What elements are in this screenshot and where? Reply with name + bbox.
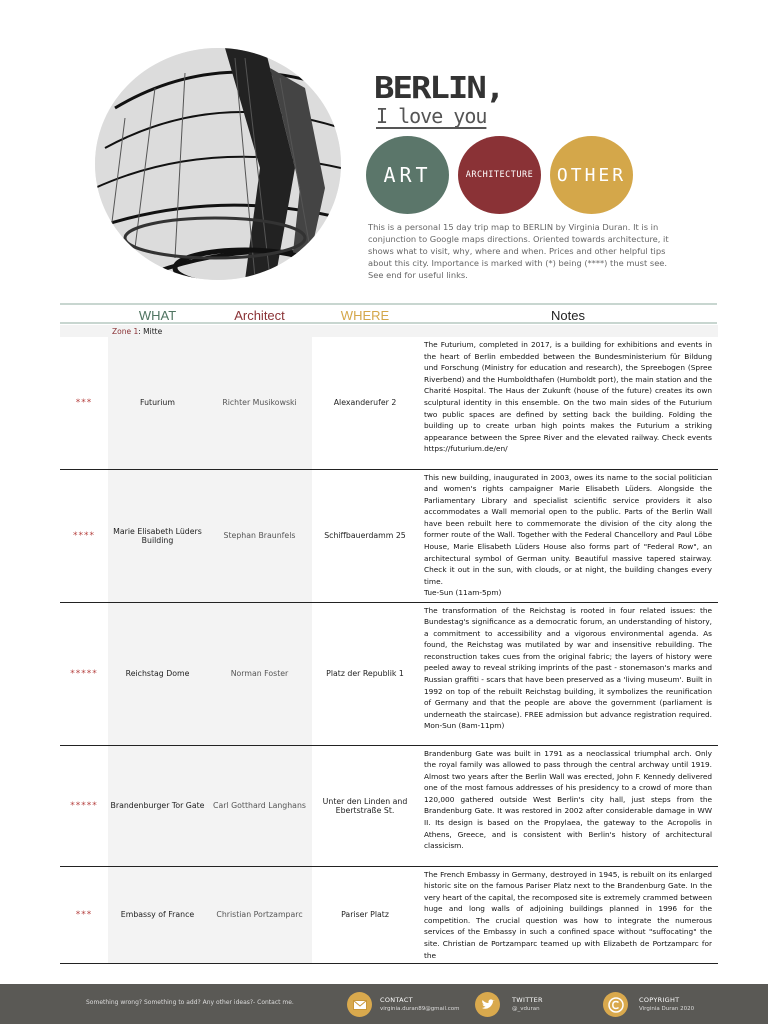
notes-cell (418, 866, 718, 963)
table-row (60, 469, 718, 602)
table-row (60, 337, 718, 469)
architect-name: Carl Gotthard Langhans (207, 745, 312, 866)
page-subtitle: I love you (376, 104, 487, 128)
importance-stars: *** (60, 337, 108, 469)
architecture-badge: ARCHITECTURE (458, 136, 541, 214)
footer (0, 984, 768, 1024)
twitter-handle[interactable]: @_vduran (512, 1006, 540, 1012)
table-header-row (60, 306, 718, 325)
col-where: WHERE (340, 308, 390, 323)
architect-name: Norman Foster (207, 602, 312, 745)
notes-text: Brandenburg Gate was built in 1791 as a neoclassical triumphal arch. Only the royal family was allowed to pass through the central archway until 1919. Almost two years after the Berlin Wall was erected, John F. Kennedy delivered one of the most famous addresses of his presidency to a crowd of more than 120,000 gathered outside West Berlin's city hall, just steps from the Brandenburg Gate. It was restored in 2002 after considerable damage in WW II. Its design is based on the Propylaea, the gateway to the Acropolis in Athens, Greece, and is consistent with Berlin's history of architectural classicism. (418, 745, 718, 866)
footer-message: Something wrong? Something to add? Any other ideas?- Contact me. (86, 999, 294, 1006)
notes-text: The French Embassy in Germany, destroyed in 1945, is rebuilt on its enlarged historic site on the famous Pariser Platz next to the Brandenburg Gate. In the very heart of the capital, the recomposed site is extremely crammed between huge and long walls of adjoining buildings planned in 1996 for the competition. The crucial question was how to integrate the numerous services of the Embassy in such a confined space without "suffocating" the site. Christian de Portzamparc teamed up with Elizabeth de Portzamparc for the (424, 869, 712, 960)
place-name: Marie Elisabeth Lüders Building (108, 469, 207, 602)
opening-hours: Tue-Sun (11am-5pm) (424, 588, 502, 598)
address: Unter den Linden and Ebertstraße St. (312, 745, 418, 866)
page-title: BERLIN, (374, 70, 504, 106)
other-badge: OTHER (550, 136, 633, 214)
importance-stars: ***** (60, 745, 108, 866)
notes-text: The transformation of the Reichstag is rooted in four related issues: the Bundestag's significance as a democratic forum, an understanding of history, a commitment to accessibility and a vigorous environmental agenda. As found, the Reichstag was mutilated by war and insensitive rebuilding. The reconstruction takes cues from the original fabric; the layers of history were peeled away to reveal striking imprints of the past - stonemason's marks and Russian graffiti - scars that have been preserved as a 'living museum'. Built in 1992 on top of the rebuilt Reichstag building, it symbolizes the reunification of Germany and that the people are above the government (parliament is underneath the staircase). FREE admission but advance registration required. Mon-Sun (8am-11pm) (418, 602, 718, 745)
table-top-rule (60, 303, 717, 305)
address: Pariser Platz (312, 866, 418, 963)
copyright-label: COPYRIGHT (639, 996, 680, 1004)
notes-text: The Futurium, completed in 2017, is a building for exhibitions and events in the heart of Berlin embedded between the Bundesministerium für Bildung und Forschung (Ministry for education and research), the Spreebogen (Spree Riverbend) and the Humboldthafen (Humboldt port), the main station and the Charité Hospital. The Haus der Zukunft (house of the future) creates its own sculptural identity in this ensemble. On the two main sides of the Futurium two public spaces are defined by setting back the building. Folding the building up to create urban high points makes the Futurium a striking appearance between the Spree River and the elevated railway. Check events https://futurium.de/en/ (418, 337, 718, 469)
address: Platz der Republik 1 (312, 602, 418, 745)
col-what: WHAT (138, 308, 177, 323)
table-row (60, 866, 718, 963)
place-name: Brandenburger Tor Gate (108, 745, 207, 866)
contact-email[interactable]: virginia.duran89@gmail.com (380, 1006, 460, 1012)
place-name: Reichstag Dome (108, 602, 207, 745)
twitter-label: TWITTER (512, 996, 543, 1004)
copyright-owner: Virginia Duran 2020 (639, 1006, 695, 1012)
copyright-icon (603, 992, 628, 1017)
architect-name: Christian Portzamparc (207, 866, 312, 963)
col-notes: Notes (551, 308, 585, 323)
reichstag-dome-photo (95, 48, 341, 280)
trip-table (60, 306, 718, 964)
importance-stars: **** (60, 469, 108, 602)
address: Alexanderufer 2 (312, 337, 418, 469)
importance-stars: *** (60, 866, 108, 963)
architect-name: Stephan Braunfels (207, 469, 312, 602)
table-row (60, 745, 718, 866)
envelope-icon[interactable] (347, 992, 372, 1017)
address: Schiffbauerdamm 25 (312, 469, 418, 602)
zone-row (60, 325, 718, 337)
art-badge: ART (366, 136, 449, 214)
zone-label: Zone 1: Mitte (60, 325, 718, 337)
table-row (60, 602, 718, 745)
twitter-bird-icon[interactable] (475, 992, 500, 1017)
place-name: Futurium (108, 337, 207, 469)
intro-text: This is a personal 15 day trip map to BERLIN by Virginia Duran. It is in conjunction to Google maps directions. Oriented towards architecture, it shows what to visit, why, where and when. Prices and other helpful tips about this city. Importance is marked with (*) being (****) the must see. See end for useful links. (368, 222, 669, 280)
importance-stars: ***** (60, 602, 108, 745)
col-architect: Architect (234, 308, 285, 323)
notes-text: This new building, inaugurated in 2003, owes its name to the social politician and women's rights campaigner Marie Elisabeth Lüders. Alongside the Parliamentary Library and specialist scientific service providers it also accommodates a Wall memorial open to the public. Parts of the Berlin Wall have been rebuilt here to commemorate the division of the city along the former route of the Wall. Together with the Federal Chancellory and Paul Löbe House, Marie Elisabeth Lüders House also forms part of "Federal Row", an architectural symbol of German unity. Beautiful massive tapered stairway. Check it out in the sun, with clouds, or at night, the building changes every time. (424, 472, 712, 586)
notes-cell (418, 469, 718, 602)
contact-label: CONTACT (380, 996, 413, 1004)
place-name: Embassy of France (108, 866, 207, 963)
architect-name: Richter Musikowski (207, 337, 312, 469)
